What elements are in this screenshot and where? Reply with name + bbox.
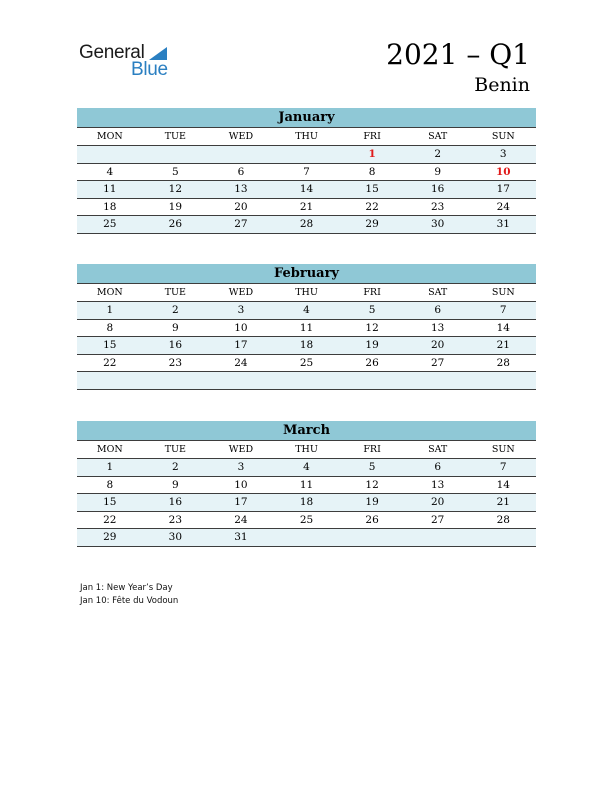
day-cell: 22 bbox=[103, 356, 117, 369]
day-cell bbox=[274, 372, 340, 389]
week-row bbox=[77, 477, 536, 495]
day-cell: 4 bbox=[106, 165, 114, 178]
weekday-label: TUE bbox=[164, 444, 186, 455]
day-cell: 18 bbox=[103, 200, 117, 213]
holiday-day-cell: 10 bbox=[495, 165, 511, 178]
day-cell: 26 bbox=[168, 218, 183, 230]
weekday-label: SUN bbox=[491, 287, 515, 298]
day-cell: 31 bbox=[234, 531, 248, 543]
day-cell: 6 bbox=[237, 165, 245, 178]
day-cell: 20 bbox=[430, 496, 445, 508]
day-cell: 4 bbox=[303, 461, 310, 473]
day-cell bbox=[470, 372, 536, 389]
day-cell bbox=[339, 529, 405, 546]
day-cell bbox=[208, 146, 274, 163]
day-cell: 11 bbox=[103, 183, 117, 195]
month-title: March bbox=[77, 421, 536, 441]
day-cell: 20 bbox=[234, 200, 248, 213]
week-row bbox=[77, 146, 536, 164]
day-cell: 16 bbox=[168, 496, 183, 508]
day-cell: 27 bbox=[234, 218, 248, 230]
weekday-label: SAT bbox=[428, 131, 448, 142]
week-row bbox=[77, 337, 536, 355]
day-cell: 7 bbox=[499, 461, 507, 473]
day-cell: 8 bbox=[106, 321, 114, 334]
country-name: Benin bbox=[474, 74, 530, 96]
day-cell: 16 bbox=[168, 339, 183, 351]
weekday-label: FRI bbox=[363, 287, 381, 298]
day-cell: 19 bbox=[365, 496, 379, 508]
week-row bbox=[77, 372, 536, 390]
day-cell: 30 bbox=[430, 218, 445, 230]
weekday-label: MON bbox=[96, 444, 123, 455]
day-cell: 14 bbox=[496, 478, 510, 491]
day-cell: 20 bbox=[430, 339, 445, 351]
holiday-note: Jan 10: Fête du Vodoun bbox=[80, 596, 179, 606]
day-cell: 1 bbox=[106, 304, 114, 316]
month-march bbox=[77, 421, 536, 547]
weekday-label: TUE bbox=[164, 131, 186, 142]
day-cell: 5 bbox=[172, 165, 179, 178]
weekday-header-row bbox=[77, 128, 536, 146]
day-cell: 9 bbox=[172, 478, 179, 491]
day-cell: 26 bbox=[365, 513, 379, 526]
month-february bbox=[77, 264, 536, 390]
day-cell bbox=[405, 529, 471, 546]
day-cell bbox=[339, 372, 405, 389]
day-cell: 15 bbox=[365, 183, 379, 195]
weekday-label: THU bbox=[295, 444, 318, 455]
weekday-label: SUN bbox=[491, 444, 515, 455]
day-cell: 11 bbox=[299, 321, 314, 334]
month-title: February bbox=[77, 264, 536, 284]
logo-text-blue: Blue bbox=[131, 59, 168, 80]
week-row bbox=[77, 355, 536, 373]
day-cell bbox=[208, 372, 274, 389]
day-cell: 18 bbox=[299, 339, 314, 351]
weekday-header-row bbox=[77, 284, 536, 302]
day-cell: 16 bbox=[430, 183, 445, 195]
day-cell: 23 bbox=[430, 200, 445, 213]
day-cell: 14 bbox=[299, 183, 314, 195]
logo-text-general: General bbox=[79, 42, 145, 63]
day-cell: 17 bbox=[234, 496, 248, 508]
day-cell: 2 bbox=[172, 304, 179, 316]
day-cell: 25 bbox=[103, 218, 117, 230]
day-cell bbox=[470, 529, 536, 546]
day-cell: 5 bbox=[368, 461, 376, 473]
day-cell: 10 bbox=[234, 478, 248, 491]
day-cell: 22 bbox=[103, 513, 117, 526]
weekday-label: THU bbox=[295, 287, 318, 298]
day-cell: 21 bbox=[299, 200, 314, 213]
day-cell bbox=[77, 146, 143, 163]
day-cell: 22 bbox=[365, 200, 379, 213]
day-cell: 7 bbox=[303, 165, 310, 178]
day-cell: 17 bbox=[234, 339, 248, 351]
day-cell: 25 bbox=[299, 513, 314, 526]
day-cell: 21 bbox=[496, 496, 510, 508]
holiday-day-cell: 1 bbox=[368, 148, 376, 160]
day-cell: 15 bbox=[103, 496, 117, 508]
day-cell: 3 bbox=[237, 461, 245, 473]
day-cell: 13 bbox=[430, 478, 445, 491]
day-cell bbox=[405, 372, 471, 389]
weekday-label: SAT bbox=[428, 287, 448, 298]
weekday-label: MON bbox=[96, 131, 123, 142]
day-cell: 28 bbox=[496, 356, 510, 369]
week-row bbox=[77, 199, 536, 217]
day-cell: 8 bbox=[368, 165, 376, 178]
day-cell: 5 bbox=[368, 304, 376, 316]
weekday-label: MON bbox=[96, 287, 123, 298]
week-row bbox=[77, 216, 536, 234]
month-title: January bbox=[77, 108, 536, 128]
day-cell: 23 bbox=[168, 356, 183, 369]
day-cell: 24 bbox=[234, 356, 248, 369]
day-cell: 18 bbox=[299, 496, 314, 508]
week-row bbox=[77, 164, 536, 182]
week-row bbox=[77, 320, 536, 338]
day-cell: 19 bbox=[365, 339, 379, 351]
weekday-header-row bbox=[77, 441, 536, 459]
day-cell: 11 bbox=[299, 478, 314, 491]
weekday-label: FRI bbox=[363, 131, 381, 142]
weekday-label: SUN bbox=[491, 131, 515, 142]
day-cell: 24 bbox=[496, 200, 510, 213]
day-cell: 28 bbox=[299, 218, 314, 230]
day-cell: 6 bbox=[434, 461, 442, 473]
day-cell: 12 bbox=[365, 478, 379, 491]
weekday-label: WED bbox=[228, 131, 254, 142]
day-cell bbox=[274, 146, 340, 163]
week-row bbox=[77, 181, 536, 199]
day-cell: 25 bbox=[299, 356, 314, 369]
day-cell: 13 bbox=[430, 321, 445, 334]
day-cell: 31 bbox=[496, 218, 510, 230]
day-cell: 4 bbox=[303, 304, 310, 316]
week-row bbox=[77, 459, 536, 477]
weekday-label: WED bbox=[228, 444, 254, 455]
week-row bbox=[77, 529, 536, 547]
day-cell: 15 bbox=[103, 339, 117, 351]
day-cell: 28 bbox=[496, 513, 510, 526]
weekday-label: WED bbox=[228, 287, 254, 298]
generalblue-logo bbox=[79, 42, 179, 82]
page-title: 2021 – Q1 bbox=[386, 38, 530, 71]
day-cell: 3 bbox=[499, 148, 507, 160]
day-cell: 12 bbox=[365, 321, 379, 334]
day-cell: 10 bbox=[234, 321, 248, 334]
day-cell: 2 bbox=[434, 148, 442, 160]
day-cell: 12 bbox=[168, 183, 183, 195]
week-row bbox=[77, 302, 536, 320]
day-cell: 30 bbox=[168, 531, 183, 543]
day-cell: 8 bbox=[106, 478, 114, 491]
holiday-notes bbox=[80, 582, 178, 608]
day-cell: 23 bbox=[168, 513, 183, 526]
day-cell bbox=[143, 146, 209, 163]
day-cell: 7 bbox=[499, 304, 507, 316]
day-cell: 17 bbox=[496, 183, 510, 195]
day-cell: 6 bbox=[434, 304, 442, 316]
day-cell: 24 bbox=[234, 513, 248, 526]
day-cell: 27 bbox=[430, 513, 445, 526]
day-cell: 19 bbox=[168, 200, 183, 213]
day-cell: 27 bbox=[430, 356, 445, 369]
day-cell: 13 bbox=[234, 183, 248, 195]
weekday-label: FRI bbox=[363, 444, 381, 455]
day-cell: 9 bbox=[434, 165, 442, 178]
month-january bbox=[77, 108, 536, 234]
day-cell: 21 bbox=[496, 339, 510, 351]
day-cell: 29 bbox=[103, 531, 117, 543]
week-row bbox=[77, 494, 536, 512]
weekday-label: THU bbox=[295, 131, 318, 142]
holiday-note: Jan 1: New Year’s Day bbox=[80, 583, 173, 593]
day-cell: 14 bbox=[496, 321, 510, 334]
day-cell: 1 bbox=[106, 461, 114, 473]
weekday-label: SAT bbox=[428, 444, 448, 455]
day-cell bbox=[77, 372, 143, 389]
week-row bbox=[77, 512, 536, 530]
weekday-label: TUE bbox=[164, 287, 186, 298]
day-cell: 9 bbox=[172, 321, 179, 334]
day-cell bbox=[274, 529, 340, 546]
day-cell bbox=[143, 372, 209, 389]
day-cell: 29 bbox=[365, 218, 379, 230]
day-cell: 3 bbox=[237, 304, 245, 316]
day-cell: 2 bbox=[172, 461, 179, 473]
day-cell: 26 bbox=[365, 356, 379, 369]
